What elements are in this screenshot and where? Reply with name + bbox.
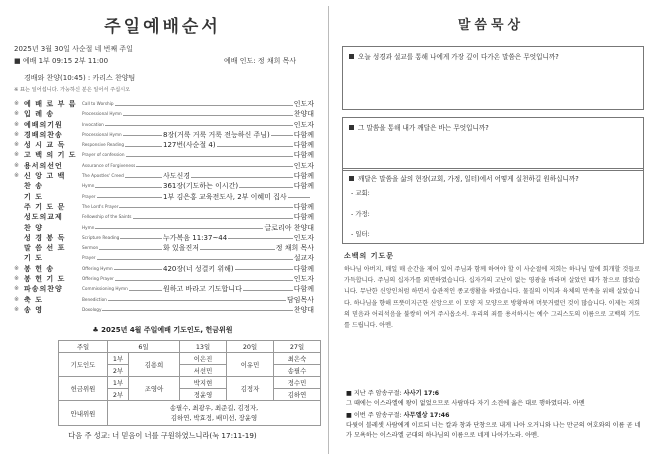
question-2: 그 말씀을 통해 내가 깨달은 바는 무엇입니까? <box>358 124 489 132</box>
order-row <box>14 192 314 202</box>
q3-home: - 가정: <box>351 210 370 218</box>
row-label: 안내위원 <box>59 401 108 426</box>
order-row <box>14 150 314 160</box>
order-leader: 다함께 <box>293 285 314 294</box>
order-leader: 설교자 <box>293 254 314 263</box>
square-bullet-icon <box>349 176 354 181</box>
table-row <box>59 341 321 353</box>
table-row <box>59 401 321 426</box>
order-row <box>14 99 314 109</box>
row-label: 기도인도 <box>59 353 108 377</box>
order-english: Prayer <box>82 192 97 202</box>
leader-line <box>86 207 310 208</box>
page-title: 주일예배순서 <box>104 17 221 37</box>
order-english: The Lord's Prayer <box>82 202 119 212</box>
order-name: 경배의찬송 <box>24 130 63 139</box>
meditation-title: 말씀묵상 <box>457 18 525 33</box>
verse-text: 다윗이 블레셋 사람에게 이르되 너는 칼과 창과 단창으로 내게 나아 오거니와 나는 만군의 여호와의 이름 곧 네가 모욕하는 이스라엘 군대의 하나님의 이름으로 네게 나아가노라. 아멘. <box>346 422 641 440</box>
q3-work: - 일터: <box>351 230 370 238</box>
order-mark: ※ <box>14 172 20 180</box>
part-cell: 2부 <box>108 365 129 377</box>
order-english: Processional Hymn <box>82 130 123 140</box>
order-mark: ※ <box>14 141 20 149</box>
order-name: 신 앙 고 백 <box>24 172 66 181</box>
part-cell: 1부 <box>108 353 129 365</box>
cell: 서선민 <box>180 365 227 377</box>
order-english: The Apostles' Creed <box>82 171 125 181</box>
last-week-verse <box>346 389 642 409</box>
order-english: Responsive Reading <box>82 140 125 150</box>
order-name: 송 영 <box>24 305 43 314</box>
order-mark: ※ <box>14 275 20 283</box>
order-name: 파송의찬양 <box>24 285 63 294</box>
next-week-text: 다음 주 성교: 너 믿음이 너를 구원하였느니라(눅 17:11-19) <box>68 431 257 440</box>
square-bullet-icon <box>349 54 354 59</box>
order-leader: 인도자 <box>293 275 314 284</box>
order-row <box>14 305 314 315</box>
question-1: 오늘 성경과 설교를 통해 나에게 가장 깊이 다가온 말씀은 무엇입니까? <box>358 53 559 61</box>
order-leader: 담임목사 <box>286 295 314 304</box>
order-mark: ※ <box>14 100 20 107</box>
order-row <box>14 243 314 253</box>
praise-team: 경배와 찬양(10:45) : 카리스 찬양팀 <box>24 74 136 82</box>
order-row <box>14 274 314 284</box>
order-row <box>14 253 314 263</box>
question-box-3[interactable] <box>342 168 644 244</box>
guide-line: 김하연, 박효정, 배미선, 장윤영 <box>170 414 258 422</box>
leader-line <box>86 125 310 126</box>
order-leader: 다함께 <box>293 151 314 160</box>
cell: 정윤영 <box>180 389 227 401</box>
order-row <box>14 140 314 150</box>
order-english: Invocation <box>82 120 105 130</box>
order-detail: 화 있을진저 <box>163 244 200 253</box>
order-english: Assurance of Forgiveness <box>82 161 136 171</box>
order-name: 예 배 로 부 름 <box>24 100 77 108</box>
order-name: 봉 헌 기 도 <box>24 275 66 284</box>
question-box-2[interactable] <box>342 117 644 171</box>
order-mark: ※ <box>14 264 20 272</box>
order-name: 축 도 <box>24 295 43 304</box>
cell: 박지현 <box>180 377 227 389</box>
leader-line <box>86 300 310 301</box>
guide-cell <box>108 401 321 426</box>
row-label: 헌금위원 <box>59 377 108 401</box>
order-row <box>14 264 314 274</box>
order-row <box>14 284 314 294</box>
prayer-text: 하나님 아버지, 매일 매 순간을 제어 있어 주님과 함께 하여야 할 이 사순절에 저희는 하나님 말에 회개할 것들로 가득합니다. 주님의 십자가를 외면하였습니다. 십자가의 고난이 없는 영광을 바라며 살았던 때가 참으로 많았습니다. 무난한 신앙인처럼 하면서 습관적인 종교생활을 하였습니다. 물질의 이익과 육체의 만족을 위해 살았습니다. 하나님을 향해 뜨뜻미지근한 신앙으로 이 모양 저 모양으로 방황하며 머뭇거렸던 것이 많습니다. 이제는 저희의 믿음과 어리석음을 불쌍히 여겨 주시옵소서. 우리의 죄를 용서하시는 예수 그리스도의 이름으로 고백의 기도를 드립니다. 아멘. <box>344 266 640 330</box>
verse-label: ■ 이번 주 암송구절: <box>346 412 402 419</box>
order-name: 성 시 교 독 <box>24 141 66 150</box>
order-row <box>14 120 314 130</box>
order-name: 주 기 도 문 <box>24 202 66 211</box>
duty-table <box>58 340 321 426</box>
order-mark: ※ <box>14 110 20 118</box>
order-english: Hymn <box>82 223 95 233</box>
header-cell: 6일 <box>108 341 180 353</box>
order-english: Doxology <box>82 305 102 315</box>
order-mark: ※ <box>14 305 20 313</box>
date-line: 2025년 3월 30일 사순절 네 번째 주일 <box>14 45 133 53</box>
order-name: 기 도 <box>24 254 43 263</box>
verse-ref: 사사기 17:6 <box>403 390 440 397</box>
order-mark: ※ <box>14 285 20 293</box>
order-mark: ※ <box>14 161 20 169</box>
order-leader: 다함께 <box>293 130 314 139</box>
square-bullet-icon <box>349 125 354 130</box>
order-detail: 사도신경 <box>163 172 191 181</box>
order-detail: 8장(거룩 거룩 거룩 전능하신 주님) <box>163 130 270 139</box>
order-english: Commissioning Hymn <box>82 284 129 294</box>
order-leader: 다함께 <box>293 182 314 191</box>
order-name: 성도의교제 <box>24 213 63 222</box>
leader-line <box>86 105 310 106</box>
order-row <box>14 109 314 119</box>
column-divider <box>328 6 329 454</box>
order-name: 입 례 송 <box>24 110 55 119</box>
header-cell: 27일 <box>274 341 321 353</box>
order-mark: ※ <box>14 120 20 128</box>
order-row <box>14 161 314 171</box>
leader-line <box>86 280 310 281</box>
this-week-verse <box>346 411 642 442</box>
order-leader: 인도자 <box>293 100 314 108</box>
cell: 조영아 <box>129 377 180 401</box>
order-detail: 누가복음 11:37~44 <box>163 233 228 242</box>
order-name: 성 경 봉 독 <box>24 233 66 242</box>
order-mark: ※ <box>14 151 20 159</box>
order-detail: 420장(너 성결키 위해) <box>163 264 234 273</box>
order-leader: 인도자 <box>293 120 314 129</box>
verse-label: ■ 지난 주 암송구절: <box>346 390 402 397</box>
order-name: 예배의기원 <box>24 120 63 129</box>
order-name: 용서의선언 <box>24 161 63 170</box>
cell: 김용희 <box>129 353 180 377</box>
order-detail: 1부 김은홍 교육전도사, 2부 이혜미 집사 <box>163 192 287 201</box>
order-english: Processional Hymn <box>82 109 123 119</box>
guide-line: 송필수, 최광우, 최준길, 김정자, <box>169 404 259 412</box>
order-row <box>14 212 314 222</box>
order-row <box>14 171 314 181</box>
order-detail: 361장(기도하는 이시간) <box>163 182 239 191</box>
meditation-column <box>332 0 650 460</box>
order-english: Scripture Reading <box>82 233 120 243</box>
order-leader: 찬양대 <box>293 305 314 314</box>
duty-title: ♣ 2025년 4월 주일예배 기도인도, 헌금위원 <box>92 326 233 334</box>
header-cell: 20일 <box>227 341 274 353</box>
order-row <box>14 130 314 140</box>
order-row <box>14 202 314 212</box>
order-english: Sermon <box>82 243 99 253</box>
order-english: Prayer of confession <box>82 150 126 160</box>
leader-line <box>86 259 310 260</box>
cell: 송필수 <box>274 365 321 377</box>
order-english: Offering Hymn <box>82 264 114 274</box>
order-name: 말 씀 선 포 <box>24 244 66 253</box>
order-leader: 인도자 <box>293 161 314 170</box>
order-list <box>14 99 314 315</box>
order-leader: 찬양대 <box>293 110 314 119</box>
order-leader: 다함께 <box>293 213 314 222</box>
cell: 최은숙 <box>274 353 321 365</box>
order-detail: 127번(사순절 4) <box>163 141 216 150</box>
question-3: 깨달은 말씀을 삶의 현장(교회, 가정, 일터)에서 어떻게 실천하길 원하십니까? <box>358 175 579 183</box>
order-leader: 다함께 <box>293 202 314 211</box>
order-leader: 다함께 <box>293 172 314 181</box>
part-cell: 2부 <box>108 389 129 401</box>
cell: 김정자 <box>227 377 274 401</box>
cell: 이은진 <box>180 353 227 365</box>
prayer-title: 소백의 기도문 <box>344 252 395 260</box>
order-name: 찬 양 <box>24 223 43 232</box>
order-english: Fellowship of the Saints <box>82 212 133 222</box>
order-name: 봉 헌 송 <box>24 264 55 273</box>
verse-text: 그 때에는 이스라엘에 왕이 없었으므로 사람마다 자기 소견에 옳은 대로 행하였더라. 아멘 <box>346 400 585 408</box>
order-row <box>14 295 314 305</box>
leader-line <box>86 310 310 311</box>
order-detail: 원하고 바라고 기도합니다 <box>163 285 242 294</box>
order-leader: 다함께 <box>293 141 314 150</box>
cell: 김하연 <box>274 389 321 401</box>
order-mark: ※ <box>14 130 20 138</box>
worship-order-column <box>0 0 325 460</box>
service-times: ■ 예배 1부 09:15 2부 11:00 <box>14 57 109 65</box>
order-name: 기 도 <box>24 192 43 201</box>
cell: 정수민 <box>274 377 321 389</box>
table-row <box>59 377 321 389</box>
order-name: 고 백 의 기 도 <box>24 151 77 160</box>
order-name: 찬 송 <box>24 182 43 191</box>
question-box-1[interactable] <box>342 46 644 110</box>
order-english: Offering Prayer <box>82 274 115 284</box>
order-english: Hymn <box>82 181 95 191</box>
order-row <box>14 233 314 243</box>
order-english: Prayer <box>82 253 97 263</box>
q3-church: - 교회: <box>351 189 370 197</box>
order-english: Benediction <box>82 295 108 305</box>
order-leader: 인도자 <box>293 233 314 242</box>
order-row <box>14 181 314 191</box>
header-cell: 13일 <box>180 341 227 353</box>
service-leader: 예배 인도: 정 채희 목사 <box>224 57 297 65</box>
order-row <box>14 223 314 233</box>
standing-note: ※ 표는 일어섭니다. 가능하신 분은 일어서 주십시오 <box>14 87 131 93</box>
order-leader: 정 채희 목사 <box>275 244 314 253</box>
order-leader: 글로리아 찬양대 <box>264 223 314 232</box>
order-leader: 다함께 <box>293 264 314 273</box>
cell: 이유민 <box>227 353 274 377</box>
part-cell: 1부 <box>108 377 129 389</box>
header-cell: 주일 <box>59 341 108 353</box>
verse-ref: 사무엘상 17:46 <box>403 412 450 419</box>
table-row <box>59 353 321 365</box>
order-mark: ※ <box>14 295 20 303</box>
order-english: Call to Worship <box>82 99 115 109</box>
